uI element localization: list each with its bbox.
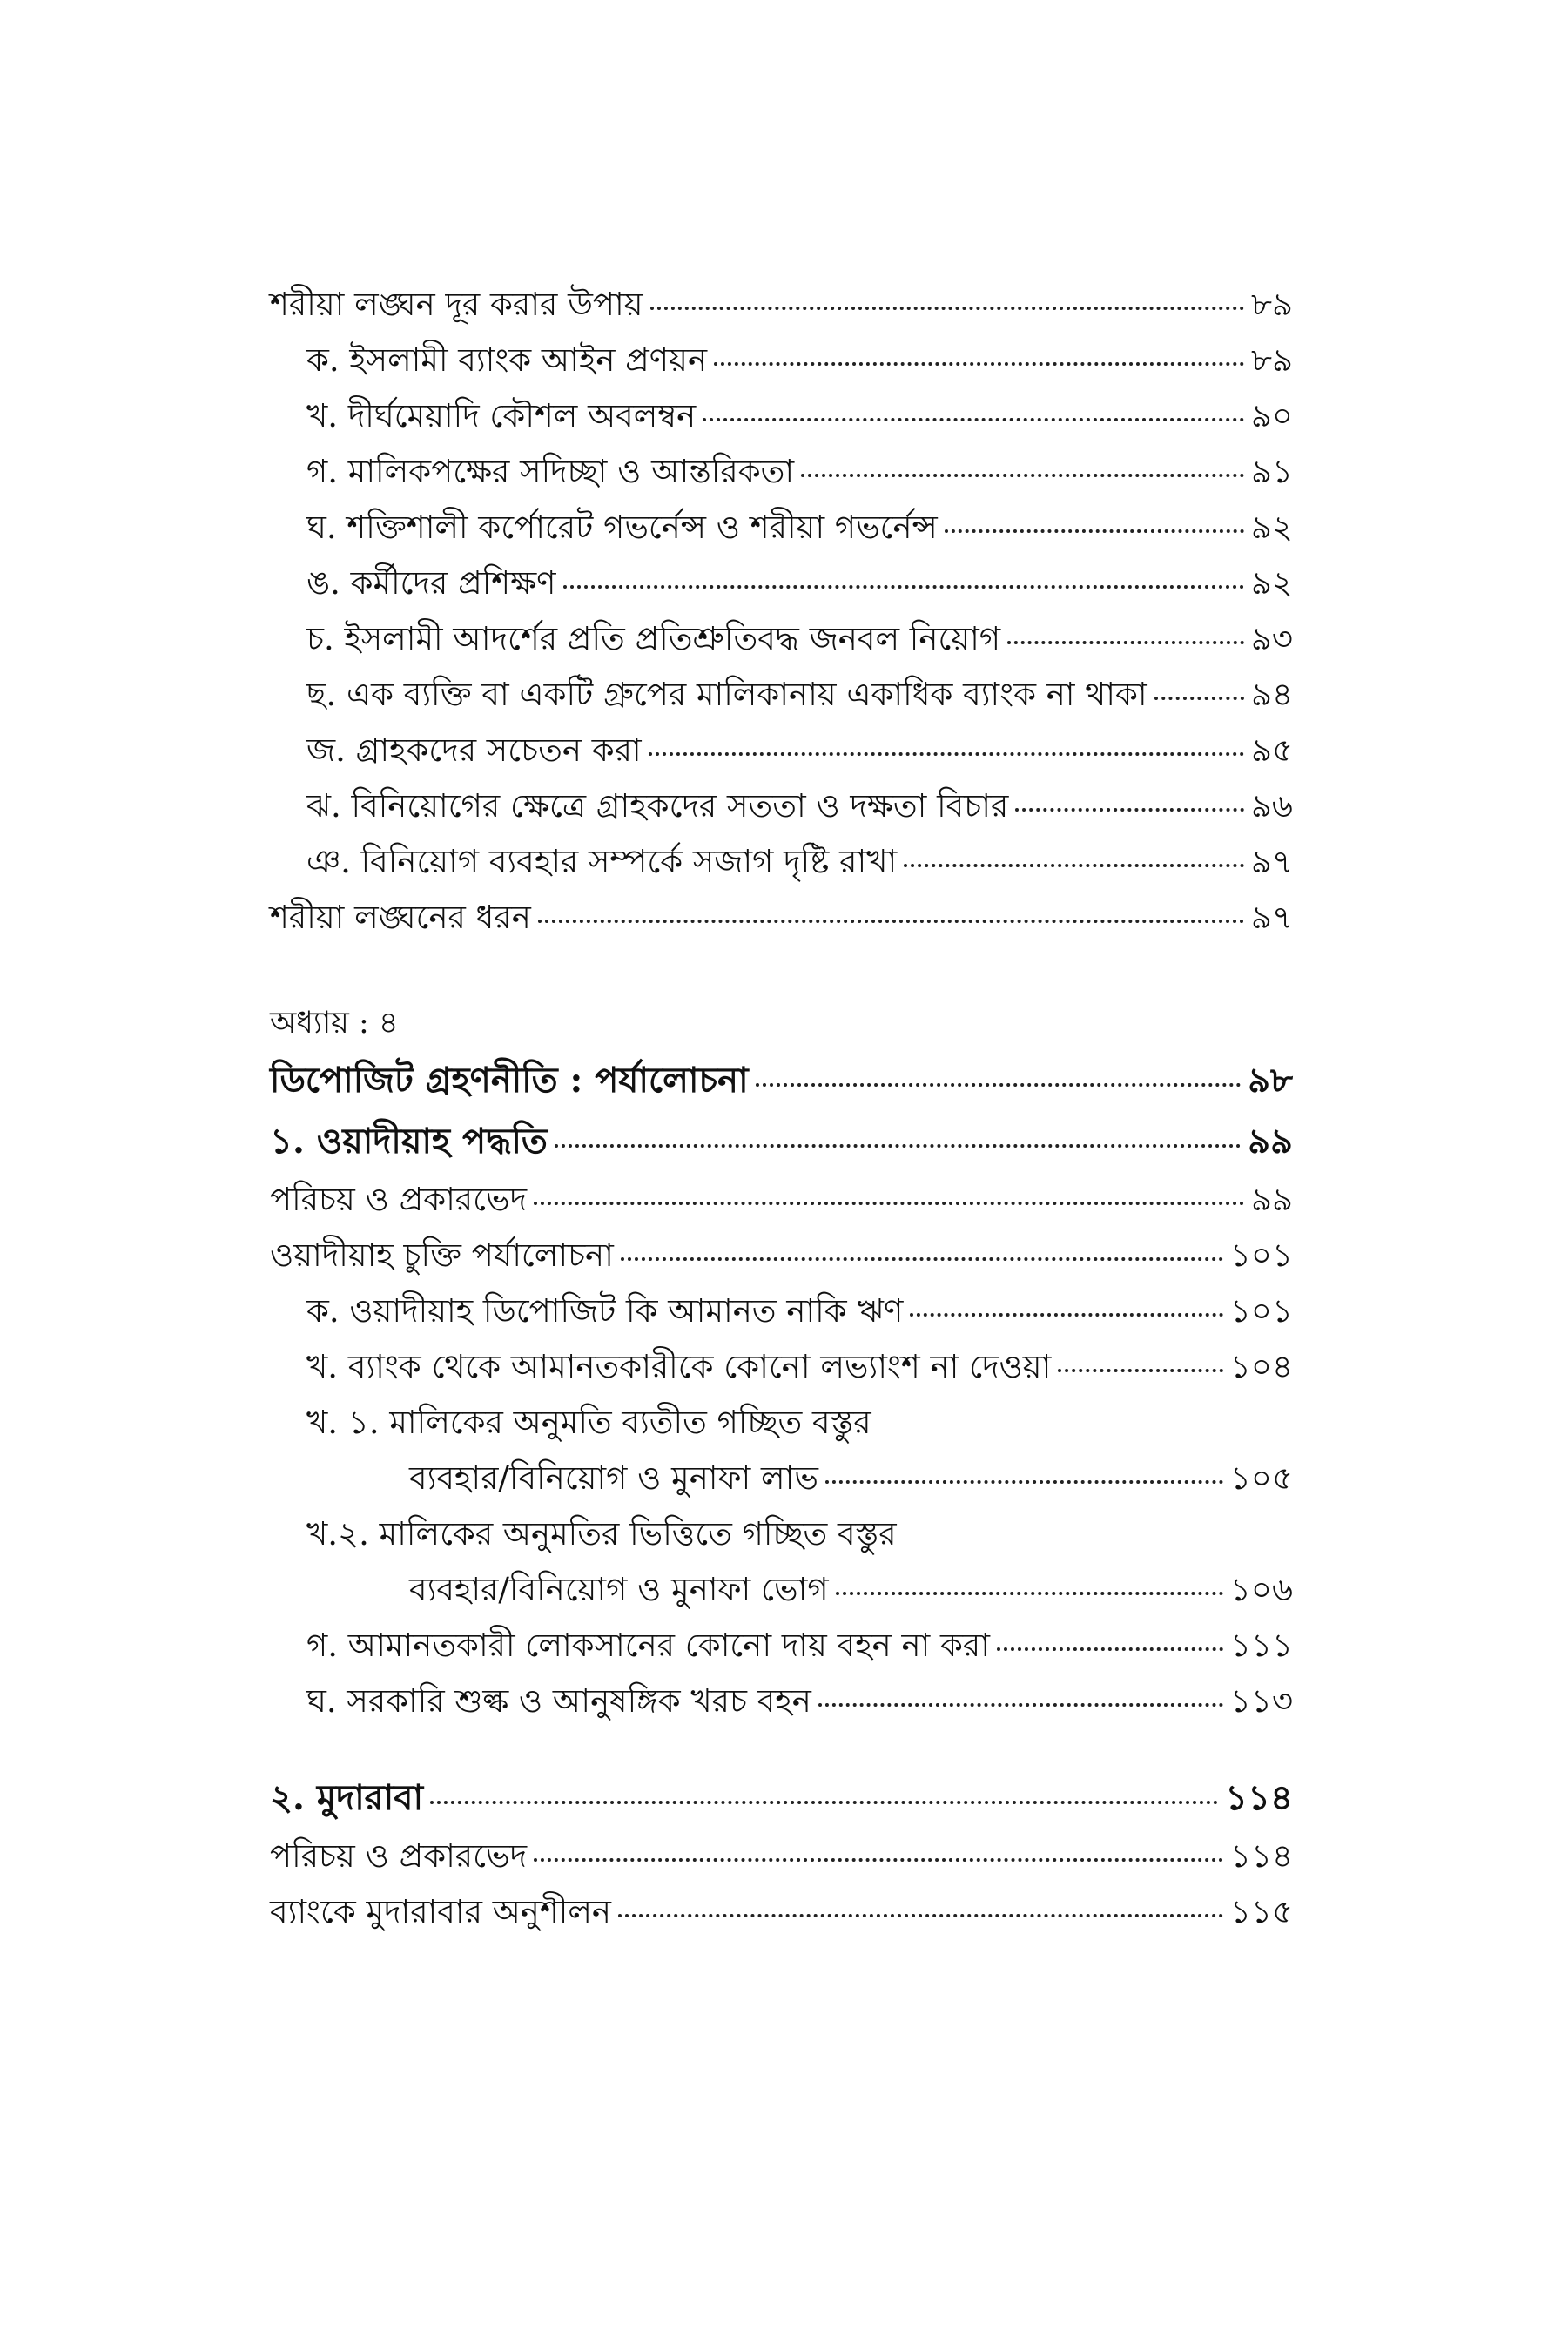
toc-entry-title: ক. ওয়াদীয়াহ ডিপোজিট কি আমানত নাকি ঋণ	[306, 1292, 904, 1330]
toc-entry-title: ডিপোজিট গ্রহণনীতি : পর্যালোচনা	[270, 1060, 749, 1101]
toc-subentry	[270, 1283, 1293, 1339]
toc-entry-title: খ. দীর্ঘমেয়াদি কৌশল অবলম্বন	[306, 397, 697, 434]
dot-leader	[904, 864, 1244, 867]
dot-leader	[534, 1858, 1223, 1862]
toc-entry-page: ৯৬	[1250, 787, 1293, 825]
dot-leader	[649, 752, 1244, 756]
toc-entry-page: ১১৩	[1229, 1682, 1293, 1720]
toc-subentry	[270, 1339, 1293, 1395]
toc-entry-title: চ. ইসলামী আদর্শের প্রতি প্রতিশ্রুতিবদ্ধ জনবল নিয়োগ	[306, 620, 1001, 657]
toc-entry-title: জ. গ্রাহকদের সচেতন করা	[306, 731, 642, 769]
toc-subentry	[270, 500, 1293, 556]
toc-entry	[270, 1228, 1293, 1283]
dot-leader	[825, 1480, 1223, 1484]
toc-subentry	[270, 1674, 1293, 1729]
table-of-contents	[270, 277, 1293, 1940]
toc-subentry-continuation	[270, 1562, 1293, 1618]
dot-leader	[555, 1144, 1241, 1148]
toc-entry-page: ৯৭	[1250, 843, 1293, 880]
toc-entry-page: ১০৫	[1229, 1459, 1293, 1497]
toc-entry-page: ৯১	[1250, 453, 1293, 490]
dot-leader	[756, 1083, 1242, 1087]
chapter-title-entry	[270, 1050, 1293, 1111]
toc-subentry-first-line: খ. ১. মালিকের অনুমতি ব্যতীত গচ্ছিত বস্তুর	[306, 1404, 871, 1441]
dot-leader	[538, 920, 1244, 923]
dot-leader	[430, 1801, 1218, 1804]
toc-entry-title: ঞ. বিনিয়োগ ব্যবহার সম্পর্কে সজাগ দৃষ্টি রাখা	[306, 843, 898, 880]
toc-entry-page: ৯৪	[1250, 676, 1293, 713]
toc-entry-title: শরীয়া লঙ্ঘনের ধরন	[270, 899, 531, 936]
toc-entry-title: ঝ. বিনিয়োগের ক্ষেত্রে গ্রাহকদের সততা ও দক্ষতা বিচার	[306, 787, 1009, 825]
toc-entry-title: ১. ওয়াদীয়াহ পদ্ধতি	[270, 1121, 548, 1162]
dot-leader	[714, 362, 1244, 366]
toc-entry-page: ১১১	[1229, 1627, 1293, 1664]
toc-subentry	[270, 444, 1293, 500]
toc-entry-page: ১০৪	[1229, 1348, 1293, 1385]
toc-entry-title: গ. আমানতকারী লোকসানের কোনো দায় বহন না করা	[306, 1627, 991, 1664]
toc-subentry	[270, 556, 1293, 611]
toc-entry-page: ৯৮	[1248, 1060, 1293, 1101]
toc-entry	[270, 1172, 1293, 1228]
toc-entry-title: ব্যবহার/বিনিয়োগ ও মুনাফা ভোগ	[409, 1571, 829, 1608]
dot-leader	[621, 1257, 1223, 1261]
toc-entry-title: ছ. এক ব্যক্তি বা একটি গ্রুপের মালিকানায় একাধিক ব্যাংক না থাকা	[306, 676, 1147, 713]
toc-entry-title: ক. ইসলামী ব্যাংক আইন প্রণয়ন	[306, 341, 708, 379]
dot-leader	[1058, 1369, 1223, 1372]
toc-entry-title: ওয়াদীয়াহ চুক্তি পর্যালোচনা	[270, 1236, 614, 1274]
toc-entry-page: ১০৬	[1229, 1571, 1293, 1608]
dot-leader	[563, 585, 1244, 589]
toc-entry	[270, 277, 1293, 333]
toc-subentry-first-line: খ.২. মালিকের অনুমতির ভিত্তিতে গচ্ছিত বস্তুর	[306, 1515, 897, 1553]
toc-entry-page: ১০১	[1229, 1292, 1293, 1330]
dot-leader	[650, 307, 1244, 310]
toc-subentry	[270, 1618, 1293, 1674]
toc-entry-title: ২. মুদারাবা	[270, 1777, 424, 1818]
toc-entry-page: ১১৪	[1229, 1837, 1293, 1875]
toc-entry-page: ৯৫	[1250, 731, 1293, 769]
toc-subentry	[270, 333, 1293, 388]
toc-entry-page: ৯৯	[1248, 1121, 1293, 1162]
toc-subentry	[270, 723, 1293, 778]
toc-entry-page: ১০১	[1229, 1236, 1293, 1274]
dot-leader	[1015, 808, 1244, 812]
dot-leader	[836, 1592, 1223, 1595]
dot-leader	[1007, 641, 1244, 644]
toc-entry-title: ঘ. সরকারি শুল্ক ও আনুষঙ্গিক খরচ বহন	[306, 1682, 811, 1720]
dot-leader	[997, 1647, 1223, 1651]
toc-entry-title: পরিচয় ও প্রকারভেদ	[270, 1181, 528, 1218]
toc-entry-title: ঘ. শক্তিশালী কর্পোরেট গভর্নেন্স ও শরীয়া গভর্নেন্স	[306, 509, 938, 546]
toc-entry-page: ৯৩	[1250, 620, 1293, 657]
toc-entry-title: শরীয়া লঙ্ঘন দূর করার উপায়	[270, 286, 643, 323]
dot-leader	[945, 529, 1244, 533]
dot-leader	[703, 418, 1244, 421]
toc-entry-page: ৯২	[1250, 509, 1293, 546]
toc-entry-page: ৯৭	[1250, 899, 1293, 936]
toc-entry	[270, 1829, 1293, 1884]
section-heading-entry	[270, 1111, 1293, 1172]
toc-entry-title: পরিচয় ও প্রকারভেদ	[270, 1837, 528, 1875]
toc-entry-page: ৮৯	[1250, 286, 1293, 323]
chapter-label: অধ্যায় : ৪	[270, 1006, 399, 1041]
toc-subentry	[270, 667, 1293, 723]
toc-entry	[270, 1884, 1293, 1940]
toc-entry-title: ব্যবহার/বিনিয়োগ ও মুনাফা লাভ	[409, 1459, 818, 1497]
toc-entry	[270, 890, 1293, 946]
toc-entry-title: গ. মালিকপক্ষের সদিচ্ছা ও আন্তরিকতা	[306, 453, 795, 490]
toc-subentry	[270, 834, 1293, 890]
dot-leader	[818, 1703, 1223, 1707]
toc-subentry	[270, 611, 1293, 667]
toc-subentry	[270, 778, 1293, 834]
toc-entry-page: ৯৯	[1250, 1181, 1293, 1218]
toc-subentry	[270, 388, 1293, 444]
toc-entry-page: ৮৯	[1250, 341, 1293, 379]
toc-entry-page: ৯২	[1250, 564, 1293, 602]
toc-entry-page: ১১৪	[1225, 1777, 1293, 1818]
toc-subentry-continuation	[270, 1451, 1293, 1506]
dot-leader	[801, 474, 1244, 477]
section-heading-entry	[270, 1768, 1293, 1829]
toc-entry-title: ঙ. কর্মীদের প্রশিক্ষণ	[306, 564, 556, 602]
dot-leader	[618, 1914, 1223, 1917]
toc-entry-page: ৯০	[1250, 397, 1293, 434]
toc-entry-page: ১১৫	[1229, 1893, 1293, 1930]
dot-leader	[534, 1202, 1244, 1205]
dot-leader	[1154, 697, 1244, 700]
toc-entry-title: ব্যাংকে মুদারাবার অনুশীলন	[270, 1893, 611, 1930]
section-spacer	[270, 1729, 1293, 1768]
dot-leader	[910, 1313, 1223, 1317]
toc-entry-title: খ. ব্যাংক থেকে আমানতকারীকে কোনো লভ্যাংশ না দেওয়া	[306, 1348, 1052, 1385]
